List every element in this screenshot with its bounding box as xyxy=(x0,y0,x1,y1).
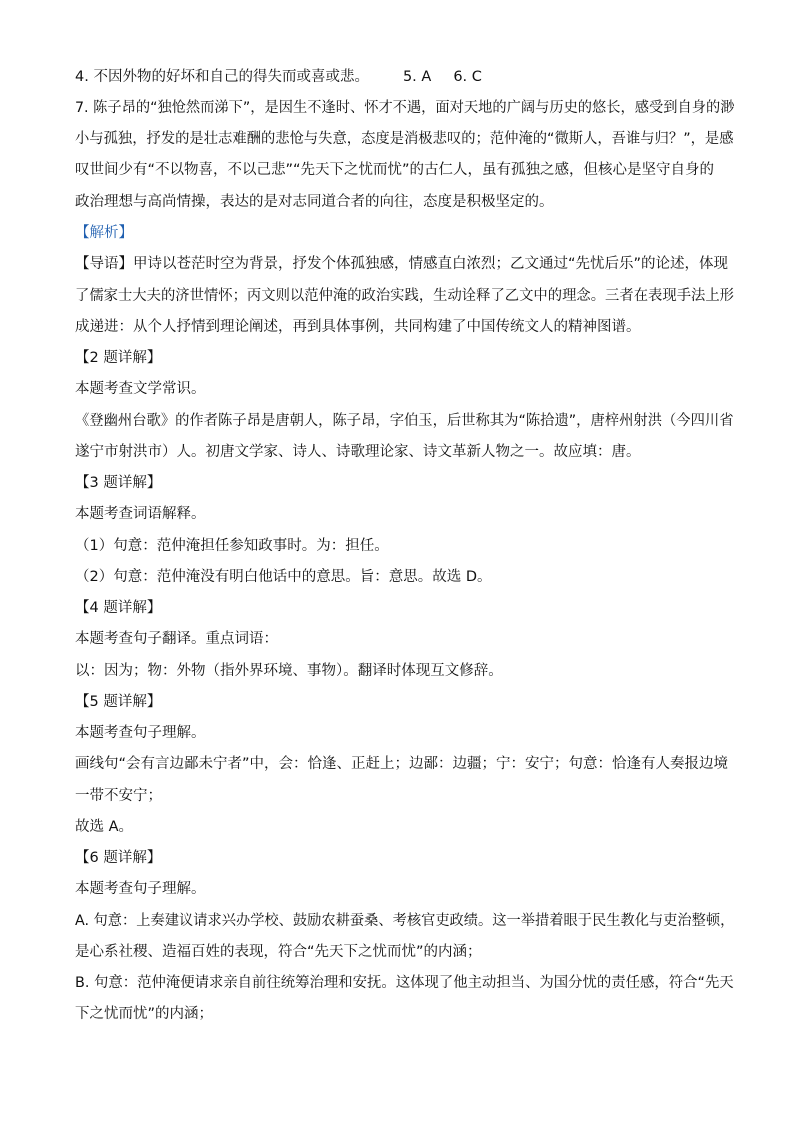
q6-line-1: 本题考查句子理解。 xyxy=(75,881,206,897)
answer-5: 5. A xyxy=(402,69,432,85)
intro-line-1: 【导语】甲诗以苍茫时空为背景，抒发个体孤独感，情感直白浓烈；乙文通过“先忧后乐”的论述，体现 xyxy=(75,256,729,272)
answer-line-4-5-6 xyxy=(75,67,482,87)
q5-line-1: 本题考查句子理解。 xyxy=(75,725,206,741)
q3-heading: 【3 题详解】 xyxy=(75,475,162,491)
q6-line-5: 下之忧而忧”的内涵； xyxy=(75,1006,214,1022)
q2-line-2: 《登幽州台歌》的作者陈子昂是唐朝人，陈子昂，字伯玉，后世称其为“陈拾遗”，唐梓州射洪（今四川省 xyxy=(75,413,734,429)
q6-line-4: B. 句意：范仲淹便请求亲自前往统筹治理和安抚。这体现了他主动担当、为国分忧的责任感，符合“先天 xyxy=(75,975,734,991)
answer-4: 4. 不因外物的好坏和自己的得失而或喜或悲。 xyxy=(75,69,369,85)
q4-line-2: 以：因为；物：外物（指外界环境、事物）。翻译时体现互文修辞。 xyxy=(75,663,503,679)
answer-7-line-3: 叹世间少有“不以物喜，不以己悲”“先天下之忧而忧”的古仁人，虽有孤独之感，但核心是坚守自身的 xyxy=(75,162,715,178)
q4-line-1: 本题考查句子翻译。重点词语： xyxy=(75,631,278,647)
q5-heading: 【5 题详解】 xyxy=(75,694,162,710)
q3-line-3: （2）句意：范仲淹没有明白他话中的意思。旨：意思。故选 D。 xyxy=(75,569,492,585)
answer-7-line-1: 7. 陈子昂的“独怆然而涕下”，是因生不逢时、怀才不遇，面对天地的广阔与历史的悠长，感受到自身的渺 xyxy=(75,100,735,116)
intro-line-2: 了儒家士大夫的济世情怀；丙文则以范仲淹的政治实践，生动诠释了乙文中的理念。三者在表现手法上形 xyxy=(75,288,734,304)
q5-line-2: 画线句“会有言边鄙未宁者”中，会：恰逢、正赶上；边鄙：边疆；宁：安宁；句意：恰逢有人奏报边境 xyxy=(75,756,729,772)
q4-heading: 【4 题详解】 xyxy=(75,600,162,616)
answer-7-line-4: 政治理想与高尚情操，表达的是对志同道合者的向往，态度是积极坚定的。 xyxy=(75,194,554,210)
intro-line-3: 成递进：从个人抒情到理论阐述，再到具体事例，共同构建了中国传统文人的精神图谱。 xyxy=(75,319,641,335)
q5-line-4: 故选 A。 xyxy=(75,819,134,835)
q5-line-3: 一带不安宁； xyxy=(75,788,162,804)
answer-7-line-2: 小与孤独，抒发的是壮志难酬的悲怆与失意，态度是消极悲叹的；范仲淹的“微斯人，吾谁与归？”，是感 xyxy=(75,131,734,147)
analysis-heading: 【解析】 xyxy=(75,225,133,241)
q3-line-2: （1）句意：范仲淹担任参知政事时。为：担任。 xyxy=(75,538,389,554)
q2-line-1: 本题考查文学常识。 xyxy=(75,381,206,397)
q6-line-2: A. 句意：上奏建议请求兴办学校、鼓励农耕蚕桑、考核官吏政绩。这一举措着眼于民生教化与吏治整顿， xyxy=(75,913,735,929)
q6-line-3: 是心系社稷、造福百姓的表现，符合“先天下之忧而忧”的内涵； xyxy=(75,944,482,960)
q2-line-3: 遂宁市射洪市）人。初唐文学家、诗人、诗歌理论家、诗文革新人物之一。故应填：唐。 xyxy=(75,444,641,460)
answer-6: 6. C xyxy=(453,69,482,85)
q6-heading: 【6 题详解】 xyxy=(75,850,162,866)
q2-heading: 【2 题详解】 xyxy=(75,350,162,366)
q3-line-1: 本题考查词语解释。 xyxy=(75,506,206,522)
